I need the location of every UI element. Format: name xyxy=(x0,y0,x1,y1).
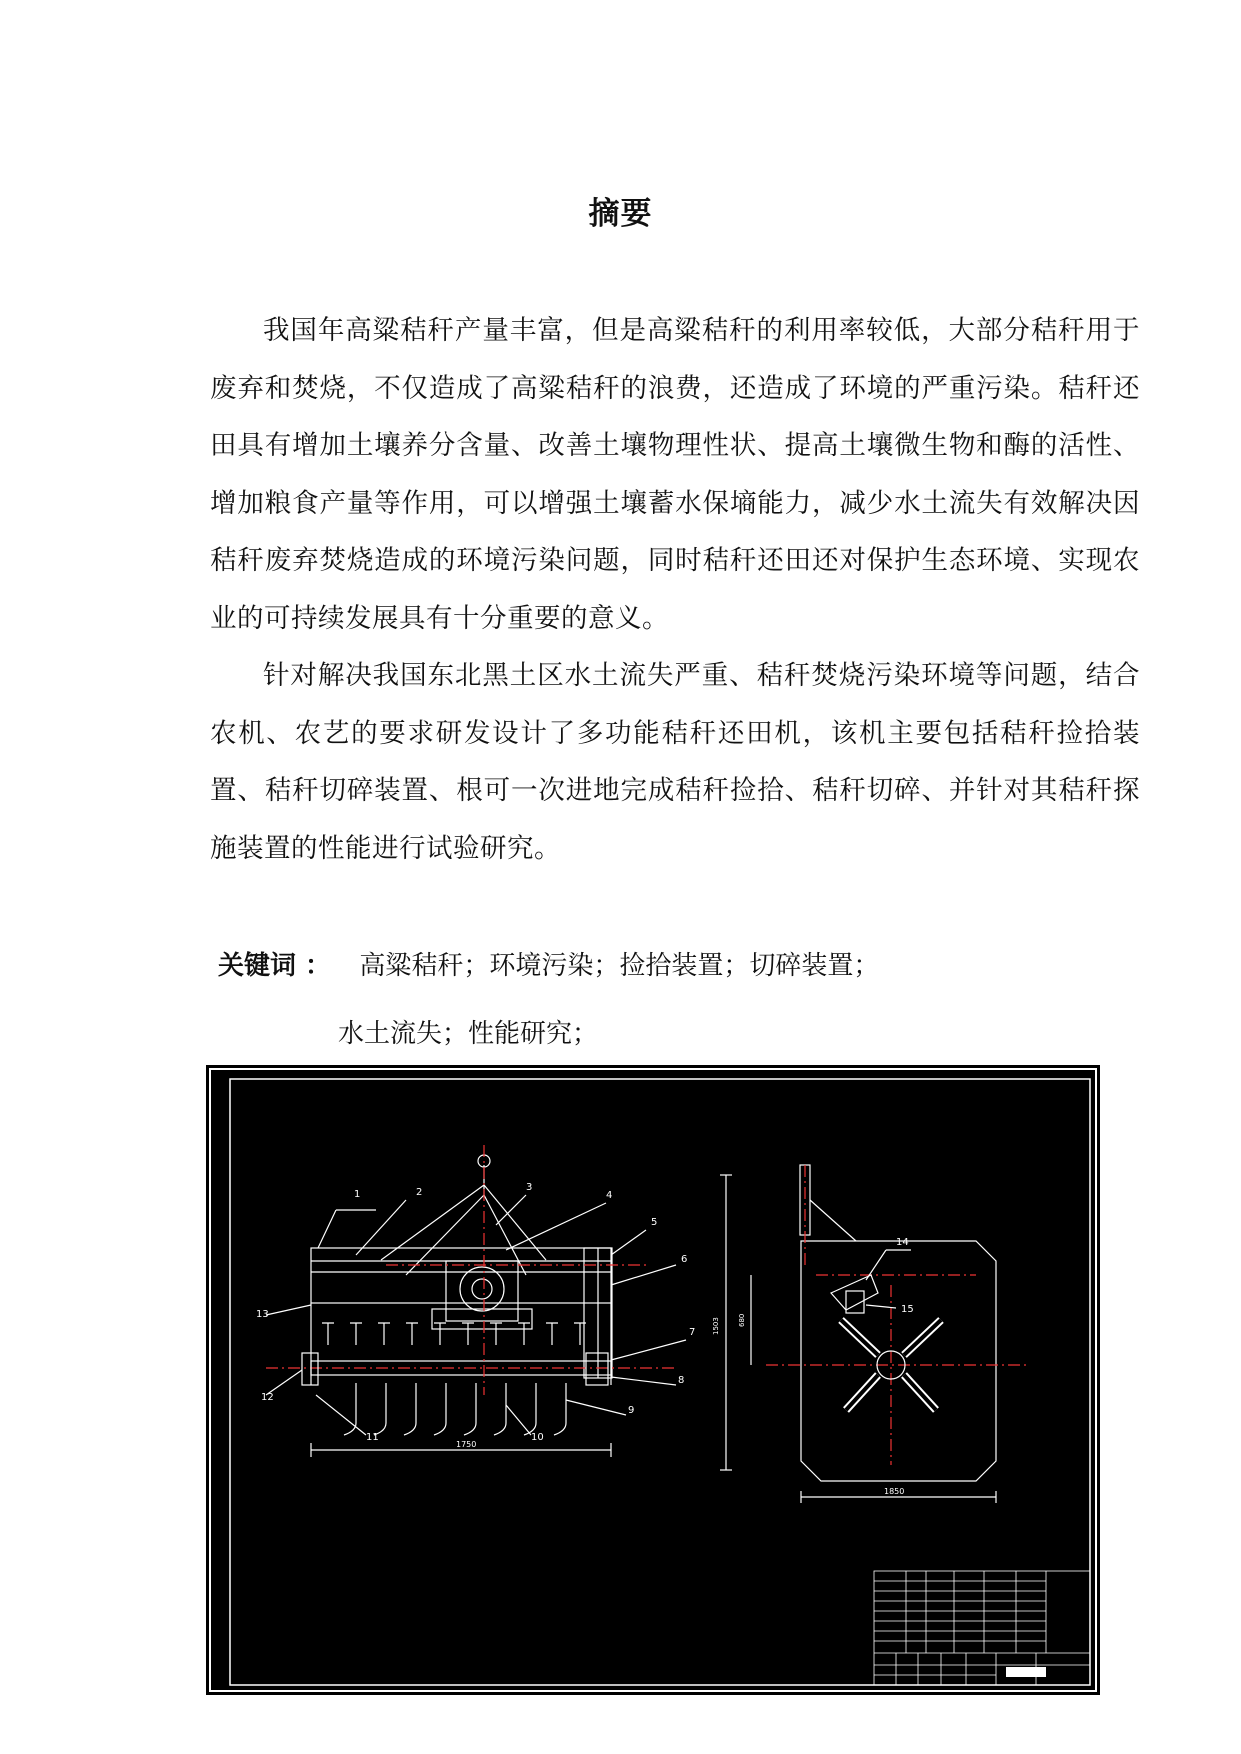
part-num-4: 4 xyxy=(606,1190,613,1201)
part-num-1: 1 xyxy=(354,1189,361,1200)
part-num-10: 10 xyxy=(531,1432,544,1443)
part-num-13: 13 xyxy=(256,1309,269,1320)
front-view xyxy=(256,1145,695,1457)
page-title: 摘要 xyxy=(588,196,653,232)
inner-border xyxy=(230,1079,1090,1685)
part-num-6: 6 xyxy=(681,1254,688,1265)
abstract-body xyxy=(210,302,1140,877)
abstract-paragraph-1: 我国年高粱秸秆产量丰富，但是高粱秸秆的利用率较低，大部分秸秆用于废弃和焚烧，不仅造成了高粱秸秆的浪费，还造成了环境的严重污染。秸秆还田具有增加土壤养分含量、改善土壤物理性状、提高土壤微生物和酶的活性、增加粮食产量等作用，可以增强土壤蓄水保墒能力，减少水土流失有效解决因秸秆废弃焚烧造成的环境污染问题，同时秸秆还田还对保护生态环境、实现农业的可持续发展具有十分重要的意义。 xyxy=(210,315,1140,634)
part-num-14: 14 xyxy=(896,1237,909,1248)
dim-front-width: 1750 xyxy=(456,1440,477,1449)
part-num-15: 15 xyxy=(901,1304,914,1315)
title-block xyxy=(874,1571,1090,1685)
engineering-drawing xyxy=(206,1065,1100,1695)
outer-border xyxy=(210,1069,1096,1691)
part-num-8: 8 xyxy=(678,1375,685,1386)
dim-side-height: 1503 xyxy=(712,1317,720,1335)
keywords-line-1: 高粱秸秆；环境污染；捡拾装置；切碎装置； xyxy=(359,951,880,981)
keywords-row-2 xyxy=(338,1013,598,1050)
part-num-11: 11 xyxy=(366,1432,379,1443)
dim-side-inner: 680 xyxy=(738,1313,746,1327)
keywords-line-2: 水土流失；性能研究； xyxy=(338,1019,599,1049)
part-num-7: 7 xyxy=(689,1327,696,1338)
part-num-5: 5 xyxy=(651,1217,658,1228)
part-num-9: 9 xyxy=(628,1405,635,1416)
side-view xyxy=(712,1165,1026,1503)
part-num-12: 12 xyxy=(261,1392,274,1403)
part-num-2: 2 xyxy=(416,1187,423,1198)
keywords-row xyxy=(218,945,879,982)
abstract-paragraph-2: 针对解决我国东北黑土区水土流失严重、秸秆焚烧污染环境等问题，结合农机、农艺的要求研发设计了多功能秸秆还田机，该机主要包括秸秆捡拾装置、秸秆切碎装置、根可一次进地完成秸秆捡拾、秸秆切碎、并针对其秸秆探施装置的性能进行试验研究。 xyxy=(210,660,1140,864)
keywords-label: 关键词 ： xyxy=(218,951,332,981)
dim-side-width: 1850 xyxy=(884,1487,905,1496)
part-num-3: 3 xyxy=(526,1182,533,1193)
